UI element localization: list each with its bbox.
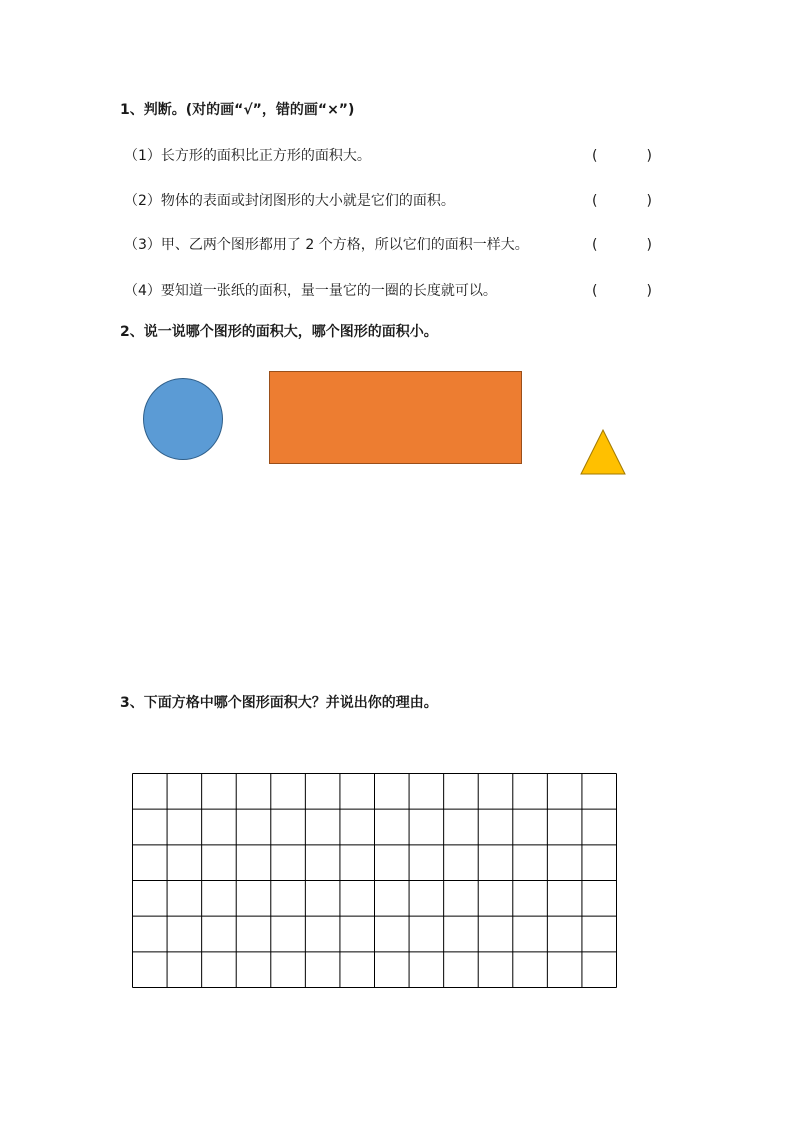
- answer-bracket[interactable]: [592, 146, 652, 166]
- item-text: （4）要知道一张纸的面积，量一量它的一圈的长度就可以。: [124, 283, 497, 299]
- close-bracket: ): [646, 283, 652, 299]
- question-2-heading: 2、说一说哪个图形的面积大，哪个图形的面积小。: [120, 324, 438, 340]
- open-bracket: (: [592, 193, 598, 209]
- orange-rectangle-shape: [269, 371, 522, 464]
- close-bracket: ): [646, 237, 652, 253]
- question-3-heading: 3、下面方格中哪个图形面积大？并说出你的理由。: [120, 695, 438, 711]
- open-bracket: (: [592, 283, 598, 299]
- yellow-triangle-shape: [580, 429, 626, 475]
- blue-circle-shape: [143, 378, 223, 460]
- item-text: （2）物体的表面或封闭图形的大小就是它们的面积。: [124, 193, 455, 209]
- answer-bracket[interactable]: [592, 191, 652, 211]
- answer-bracket[interactable]: [592, 281, 652, 301]
- question-1-heading: 1、判断。(对的画“√”，错的画“×”): [120, 102, 355, 118]
- item-text: （3）甲、乙两个图形都用了 2 个方格，所以它们的面积一样大。: [124, 237, 529, 253]
- open-bracket: (: [592, 148, 598, 164]
- close-bracket: ): [646, 148, 652, 164]
- item-text: （1）长方形的面积比正方形的面积大。: [124, 148, 371, 164]
- square-grid: [132, 773, 617, 988]
- answer-bracket[interactable]: [592, 235, 652, 255]
- close-bracket: ): [646, 193, 652, 209]
- open-bracket: (: [592, 237, 598, 253]
